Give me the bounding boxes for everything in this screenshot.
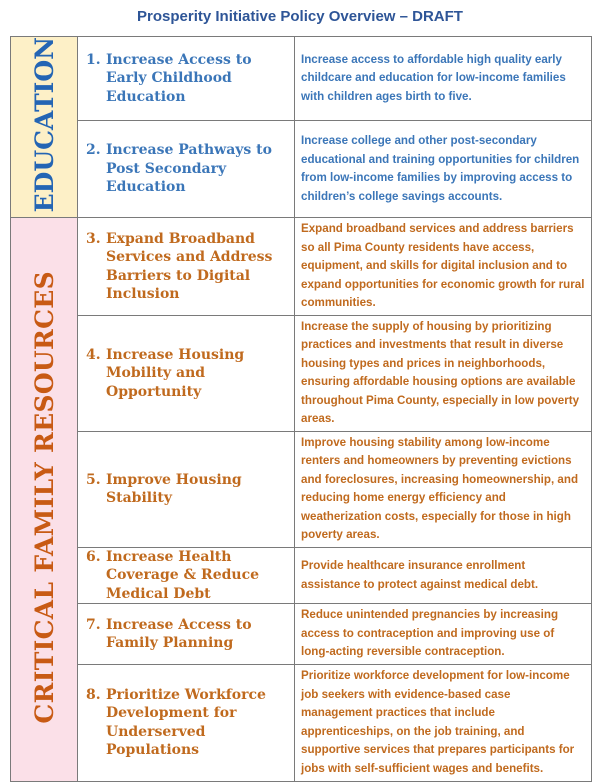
description-cell (295, 218, 592, 316)
goal-description: Prioritize workforce development for low-income job seekers with evidence-based case management practices that include apprenticeships, on the job training, and supportive services that prepares participants for jobs with self-sufficient wages and benefits. (301, 669, 575, 775)
goal-number: 2. (86, 142, 101, 159)
critical-family-resources-label: CRITICAL FAMILY RESOURCES (29, 270, 59, 724)
education-section-label (11, 37, 78, 218)
goal-title: Increase Access to Early Childhood Education (106, 51, 252, 105)
table-row (11, 431, 592, 547)
goal-title: Increase Pathways to Post Secondary Education (106, 142, 272, 196)
policy-table (10, 36, 592, 782)
goal-cell (78, 120, 295, 218)
page-title: Prosperity Initiative Policy Overview – DRAFT (137, 8, 463, 25)
description-cell (295, 37, 592, 121)
goal-description: Reduce unintended pregnancies by increasing access to contraception and improving use of long-acting reversible contraception. (301, 608, 559, 659)
goal-number: 8. (86, 686, 101, 703)
goal-cell (78, 431, 295, 547)
goal-description: Increase the supply of housing by prioritizing practices and investments that result in diverse housing types and prices in neighborhoods, ensuring affordable housing options are available throughout Pima County, especially in low poverty areas. (301, 319, 580, 426)
description-cell (295, 315, 592, 431)
description-cell (295, 664, 592, 781)
table-row (11, 604, 592, 665)
description-cell (295, 120, 592, 218)
goal-cell (78, 547, 295, 604)
goal-description: Expand broadband services and address barriers so all Pima County residents have access, equipment, and skills for digital inclusion and to expand opportunities for economic growth for rural communities. (301, 222, 585, 310)
description-cell (295, 604, 592, 665)
goal-title: Increase Health Coverage & Reduce Medical Debt (106, 548, 259, 602)
goal-title: Prioritize Workforce Development for Underserved Populations (106, 686, 266, 759)
goal-cell (78, 664, 295, 781)
goal-number: 5. (86, 471, 101, 488)
goal-cell (78, 315, 295, 431)
goal-number: 4. (86, 346, 101, 363)
table-row (11, 547, 592, 604)
goal-number: 3. (86, 230, 101, 247)
goal-title: Expand Broadband Services and Address Barriers to Digital Inclusion (106, 230, 273, 303)
goal-description: Increase college and other post-secondary educational and training opportunities for children from low-income families by improving access to children’s college savings accounts. (301, 134, 580, 203)
goal-description: Increase access to affordable high quality early childcare and education for low-income families with children ages birth to five. (301, 52, 566, 103)
table-row (11, 218, 592, 316)
table-row (11, 315, 592, 431)
goal-number: 7. (86, 616, 101, 633)
goal-description: Improve housing stability among low-income renters and homeowners by preventing evictions and foreclosures, increasing homeownership, and reducing home energy efficiency and weatherization costs, especially for those in high poverty areas. (301, 435, 579, 542)
description-cell (295, 547, 592, 604)
goal-cell (78, 37, 295, 121)
table-row (11, 664, 592, 781)
goal-title: Improve Housing Stability (106, 471, 242, 507)
goal-cell (78, 218, 295, 316)
goal-number: 1. (86, 51, 101, 68)
goal-title: Increase Housing Mobility and Opportunity (106, 346, 245, 400)
goal-description: Provide healthcare insurance enrollment assistance to protect against medical debt. (301, 559, 539, 591)
goal-cell (78, 604, 295, 665)
goal-title: Increase Access to Family Planning (106, 616, 252, 652)
table-row (11, 120, 592, 218)
cfr-section-label (11, 218, 78, 782)
table-row (11, 37, 592, 121)
description-cell (295, 431, 592, 547)
goal-number: 6. (86, 548, 101, 565)
education-label: EDUCATION (29, 37, 59, 213)
